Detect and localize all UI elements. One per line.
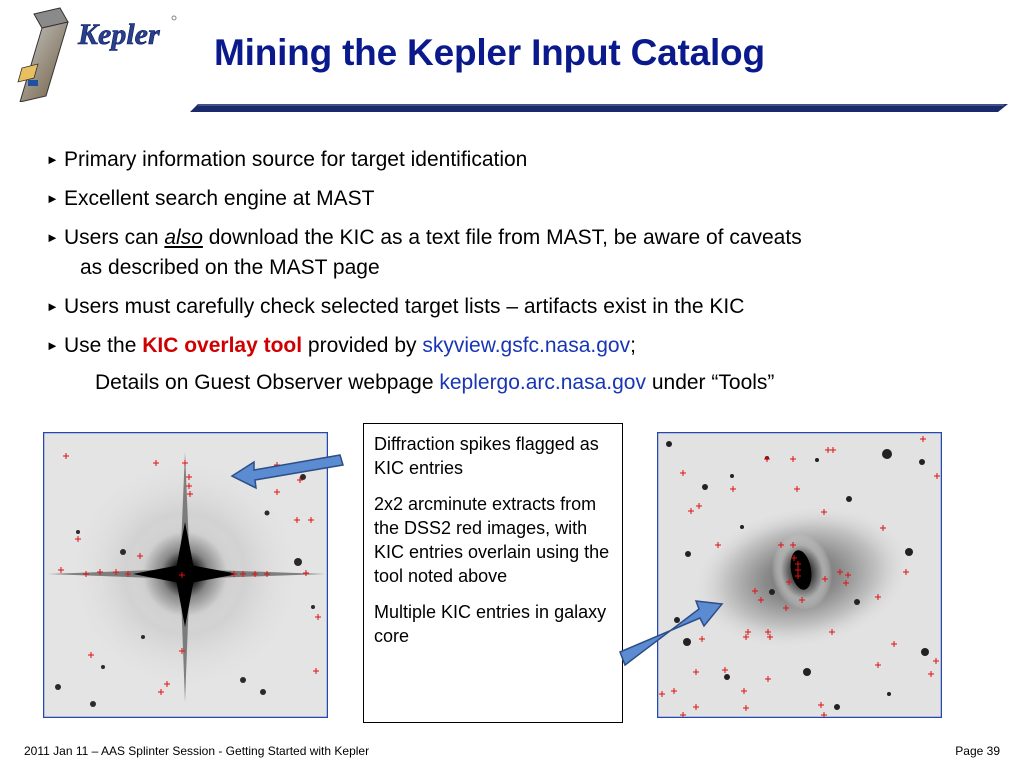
- bullet-triangle-icon: ►: [46, 191, 59, 206]
- bullet-item: ► Users can also download the KIC as a text file from MAST, be aware of caveats as described on the MAST page: [44, 223, 1004, 283]
- bullet-triangle-icon: ►: [46, 230, 59, 245]
- emphasis-also: also: [164, 226, 203, 249]
- star-image: [43, 432, 328, 723]
- details-line: Details on Guest Observer webpage keplergo.arc.nasa.gov under “Tools”: [95, 371, 775, 394]
- kic-overlay-tool-label: KIC overlay tool: [142, 334, 303, 357]
- callout-extracts: 2x2 arcminute extracts from the DSS2 red images, with KIC entries overlain using the tool noted above: [374, 494, 610, 586]
- bullet-triangle-icon: ►: [46, 299, 59, 314]
- callout-box: [363, 423, 623, 723]
- page-number: Page 39: [955, 744, 1000, 758]
- footer-session: 2011 Jan 11 – AAS Splinter Session - Getting Started with Kepler: [24, 744, 370, 758]
- callout-galaxy-core: Multiple KIC entries in galaxy core: [374, 602, 607, 646]
- bullet-triangle-icon: ►: [46, 152, 59, 167]
- bullet-list: [44, 145, 1004, 398]
- kepler-logo: [8, 6, 198, 102]
- bullet-item: ► Primary information source for target identification: [44, 145, 1004, 175]
- skyview-link[interactable]: skyview.gsfc.nasa.gov: [422, 334, 631, 357]
- title-divider: [0, 100, 1024, 116]
- bullet-item: ► Excellent search engine at MAST: [44, 184, 1004, 214]
- spacecraft-icon: [18, 8, 68, 102]
- bullet-item: ► Users must carefully check selected target lists – artifacts exist in the KIC: [44, 292, 1004, 322]
- callout-diffraction: Diffraction spikes flagged as KIC entries: [374, 434, 599, 478]
- svg-text:Kepler: Kepler: [78, 18, 160, 51]
- bullet-item: ► Use the KIC overlay tool provided by skyview.gsfc.nasa.gov;: [44, 331, 1004, 361]
- keplergo-link[interactable]: keplergo.arc.nasa.gov: [439, 371, 646, 394]
- page-title: Mining the Kepler Input Catalog: [214, 32, 765, 73]
- bullet-triangle-icon: ►: [46, 338, 59, 353]
- galaxy-image: [657, 432, 942, 723]
